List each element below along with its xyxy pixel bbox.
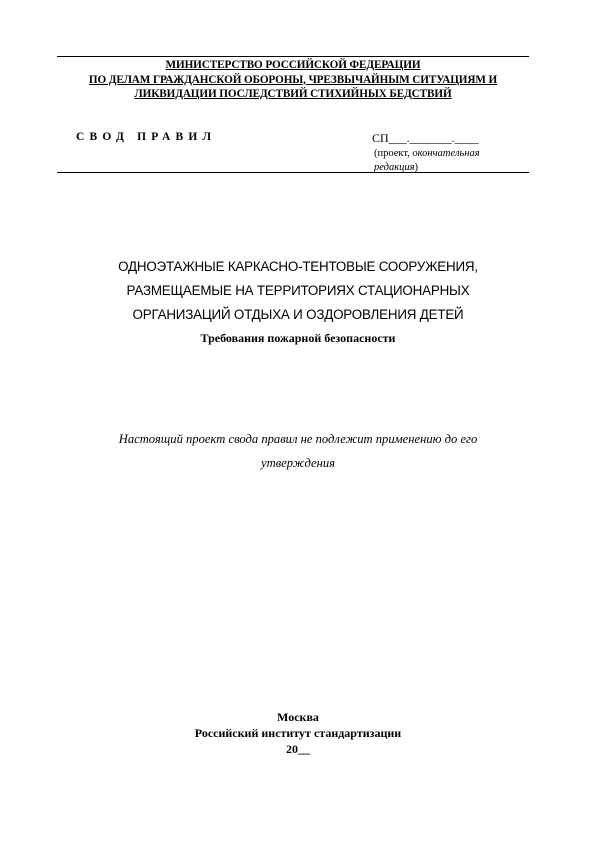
draft-notice [57,427,539,475]
document-title [57,255,539,327]
middle-divider [57,172,529,173]
sp-code: СП___._______.____ [372,131,479,145]
footer-year: 20__ [286,742,310,756]
notice-line-1: Настоящий проект свода правил не подлежит применению до его [118,432,478,446]
ministry-line-2: ПО ДЕЛАМ ГРАЖДАНСКОЙ ОБОРОНЫ, ЧРЕЗВЫЧАЙНЫМ СИТУАЦИЯМ И [88,73,498,86]
draft-note-prefix: (проект, [374,148,413,159]
draft-note-italic: окончательная редакция [374,148,480,173]
title-line-3: ОРГАНИЗАЦИЙ ОТДЫХА И ОЗДОРОВЛЕНИЯ ДЕТЕЙ [132,307,464,322]
ministry-line-3: ЛИКВИДАЦИИ ПОСЛЕДСТВИЙ СТИХИЙНЫХ БЕДСТВИЙ [134,88,452,100]
title-line-2: РАЗМЕЩАЕМЫЕ НА ТЕРРИТОРИЯХ СТАЦИОНАРНЫХ [126,283,470,298]
draft-note-suffix: ) [414,162,419,173]
document-footer [57,709,539,757]
document-subtitle: Требования пожарной безопасности [200,331,396,345]
draft-note [374,147,524,175]
ministry-header [57,58,529,102]
footer-city: Москва [277,710,319,724]
ministry-line-1: МИНИСТЕРСТВО РОССИЙСКОЙ ФЕДЕРАЦИИ [165,59,421,71]
svod-pravil-label: СВОД ПРАВИЛ [76,131,217,143]
notice-line-2: утверждения [261,456,335,470]
title-line-1: ОДНОЭТАЖНЫЕ КАРКАСНО-ТЕНТОВЫЕ СООРУЖЕНИЯ, [118,259,478,274]
top-divider [57,56,529,57]
footer-publisher: Российский институт стандартизации [194,726,402,740]
